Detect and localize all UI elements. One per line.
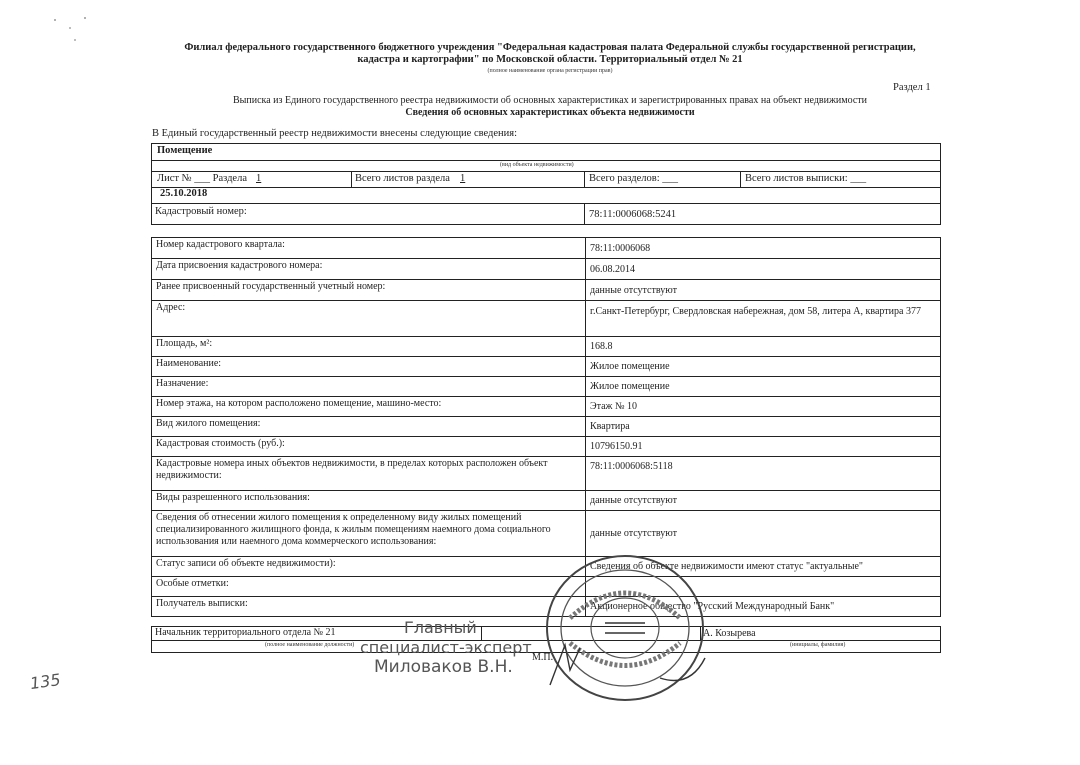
row-label: Особые отметки: bbox=[152, 577, 586, 597]
stamp-text-1: Главный bbox=[404, 618, 477, 637]
position-caption: (полное наименование должности) bbox=[265, 642, 355, 648]
row-label: Номер этажа, на котором расположено помещение, машино-место: bbox=[152, 397, 586, 417]
doc-title: Выписка из Единого государственного реестра недвижимости об основных характеристиках и зарегистрированных правах на объект недвижимости bbox=[232, 95, 867, 106]
total-sheets: Всего листов выписки: ___ bbox=[745, 173, 867, 184]
table-row bbox=[152, 457, 941, 491]
divider bbox=[740, 171, 741, 187]
row-value: Сведения об объекте недвижимости имеют статус "актуальные" bbox=[586, 557, 941, 577]
object-block bbox=[151, 143, 941, 225]
row-label: Назначение: bbox=[152, 377, 586, 397]
row-label: Сведения об отнесении жилого помещения к определенному виду жилых помещений специализированного жилищного фонда, к жилым помещениям наемного дома социального использования или наемного дома коммерческого использования: bbox=[152, 511, 586, 557]
table-row bbox=[152, 301, 941, 337]
stamp-text-3: Миловаков В.Н. bbox=[374, 657, 513, 677]
row-label: Кадастровая стоимость (руб.): bbox=[152, 437, 586, 457]
table-row bbox=[152, 259, 941, 280]
row-value: 78:11:0006068:5118 bbox=[586, 457, 941, 491]
row-value: Акционерное общество "Русский Международный Банк" bbox=[586, 597, 941, 617]
signer-name: А. Козырева bbox=[703, 628, 756, 639]
section-label: Раздел 1 bbox=[893, 82, 931, 93]
table-row bbox=[152, 280, 941, 301]
page-mark: 135 bbox=[28, 669, 62, 694]
table-row bbox=[152, 417, 941, 437]
sheet-number: Лист № ___ Раздела bbox=[157, 173, 247, 184]
row-label: Номер кадастрового квартала: bbox=[152, 238, 586, 259]
total-sections: Всего разделов: ___ bbox=[589, 173, 678, 184]
issue-date: 25.10.2018 bbox=[160, 188, 208, 199]
row-value: г.Санкт-Петербург, Свердловская набережная, дом 58, литера А, квартира 377 bbox=[586, 301, 941, 337]
stamp-text-2: специалист-эксперт bbox=[360, 638, 532, 657]
table-row bbox=[152, 397, 941, 417]
divider bbox=[584, 171, 585, 187]
table-row bbox=[152, 491, 941, 511]
row-value: Квартира bbox=[586, 417, 941, 437]
row-label: Виды разрешенного использования: bbox=[152, 491, 586, 511]
cadastral-number: 78:11:0006068:5241 bbox=[589, 209, 677, 220]
org-name-line2: кадастра и картографии" по Московской области. Территориальный отдел № 21 bbox=[357, 54, 743, 65]
org-name-line1: Филиал федерального государственного бюджетного учреждения "Федеральная кадастровая палата Федеральной службы государственной регистрации, bbox=[184, 42, 916, 53]
cadastral-label: Кадастровый номер: bbox=[155, 206, 247, 217]
signer-position: Начальник территориального отдела № 21 bbox=[155, 627, 336, 638]
signature-mark bbox=[545, 640, 585, 690]
row-value: данные отсутствуют bbox=[586, 280, 941, 301]
seal-place-label: М.П. bbox=[532, 652, 554, 663]
divider bbox=[151, 187, 941, 188]
row-value: данные отсутствуют bbox=[586, 491, 941, 511]
scan-specks bbox=[45, 10, 105, 50]
row-value: 06.08.2014 bbox=[586, 259, 941, 280]
divider bbox=[151, 203, 941, 204]
intro-text: В Единый государственный реестр недвижимости внесены следующие сведения: bbox=[152, 128, 518, 139]
object-type-caption: (вид объекта недвижимости) bbox=[500, 162, 574, 168]
row-value: Этаж № 10 bbox=[586, 397, 941, 417]
row-label: Адрес: bbox=[152, 301, 586, 337]
section-number: 1 bbox=[256, 173, 262, 184]
row-label: Кадастровые номера иных объектов недвижимости, в пределах которых расположен объект недвижимости: bbox=[152, 457, 586, 491]
sheets-in-section-value: 1 bbox=[460, 173, 466, 184]
row-label: Получатель выписки: bbox=[152, 597, 586, 617]
row-label: Ранее присвоенный государственный учетный номер: bbox=[152, 280, 586, 301]
row-label: Вид жилого помещения: bbox=[152, 417, 586, 437]
table-row bbox=[152, 377, 941, 397]
table-row bbox=[152, 238, 941, 259]
divider bbox=[584, 203, 585, 225]
row-value: 10796150.91 bbox=[586, 437, 941, 457]
sheets-in-section: Всего листов раздела bbox=[355, 173, 450, 184]
table-row bbox=[152, 437, 941, 457]
row-label: Статус записи об объекте недвижимости): bbox=[152, 557, 586, 577]
org-caption: (полное наименование органа регистрации прав) bbox=[487, 68, 613, 74]
row-label: Дата присвоения кадастрового номера: bbox=[152, 259, 586, 280]
row-label: Наименование: bbox=[152, 357, 586, 377]
row-value: 78:11:0006068 bbox=[586, 238, 941, 259]
row-value: Жилое помещение bbox=[586, 377, 941, 397]
divider bbox=[351, 171, 352, 187]
row-value: данные отсутствуют bbox=[586, 511, 941, 557]
row-label: Площадь, м²: bbox=[152, 337, 586, 357]
divider bbox=[151, 160, 941, 161]
object-type: Помещение bbox=[157, 145, 213, 156]
signer-caption: (инициалы, фамилия) bbox=[790, 642, 846, 648]
row-value: Жилое помещение bbox=[586, 357, 941, 377]
row-value: 168.8 bbox=[586, 337, 941, 357]
table-row bbox=[152, 357, 941, 377]
table-row bbox=[152, 337, 941, 357]
divider bbox=[151, 171, 941, 172]
doc-subtitle: Сведения об основных характеристиках объекта недвижимости bbox=[405, 107, 695, 118]
